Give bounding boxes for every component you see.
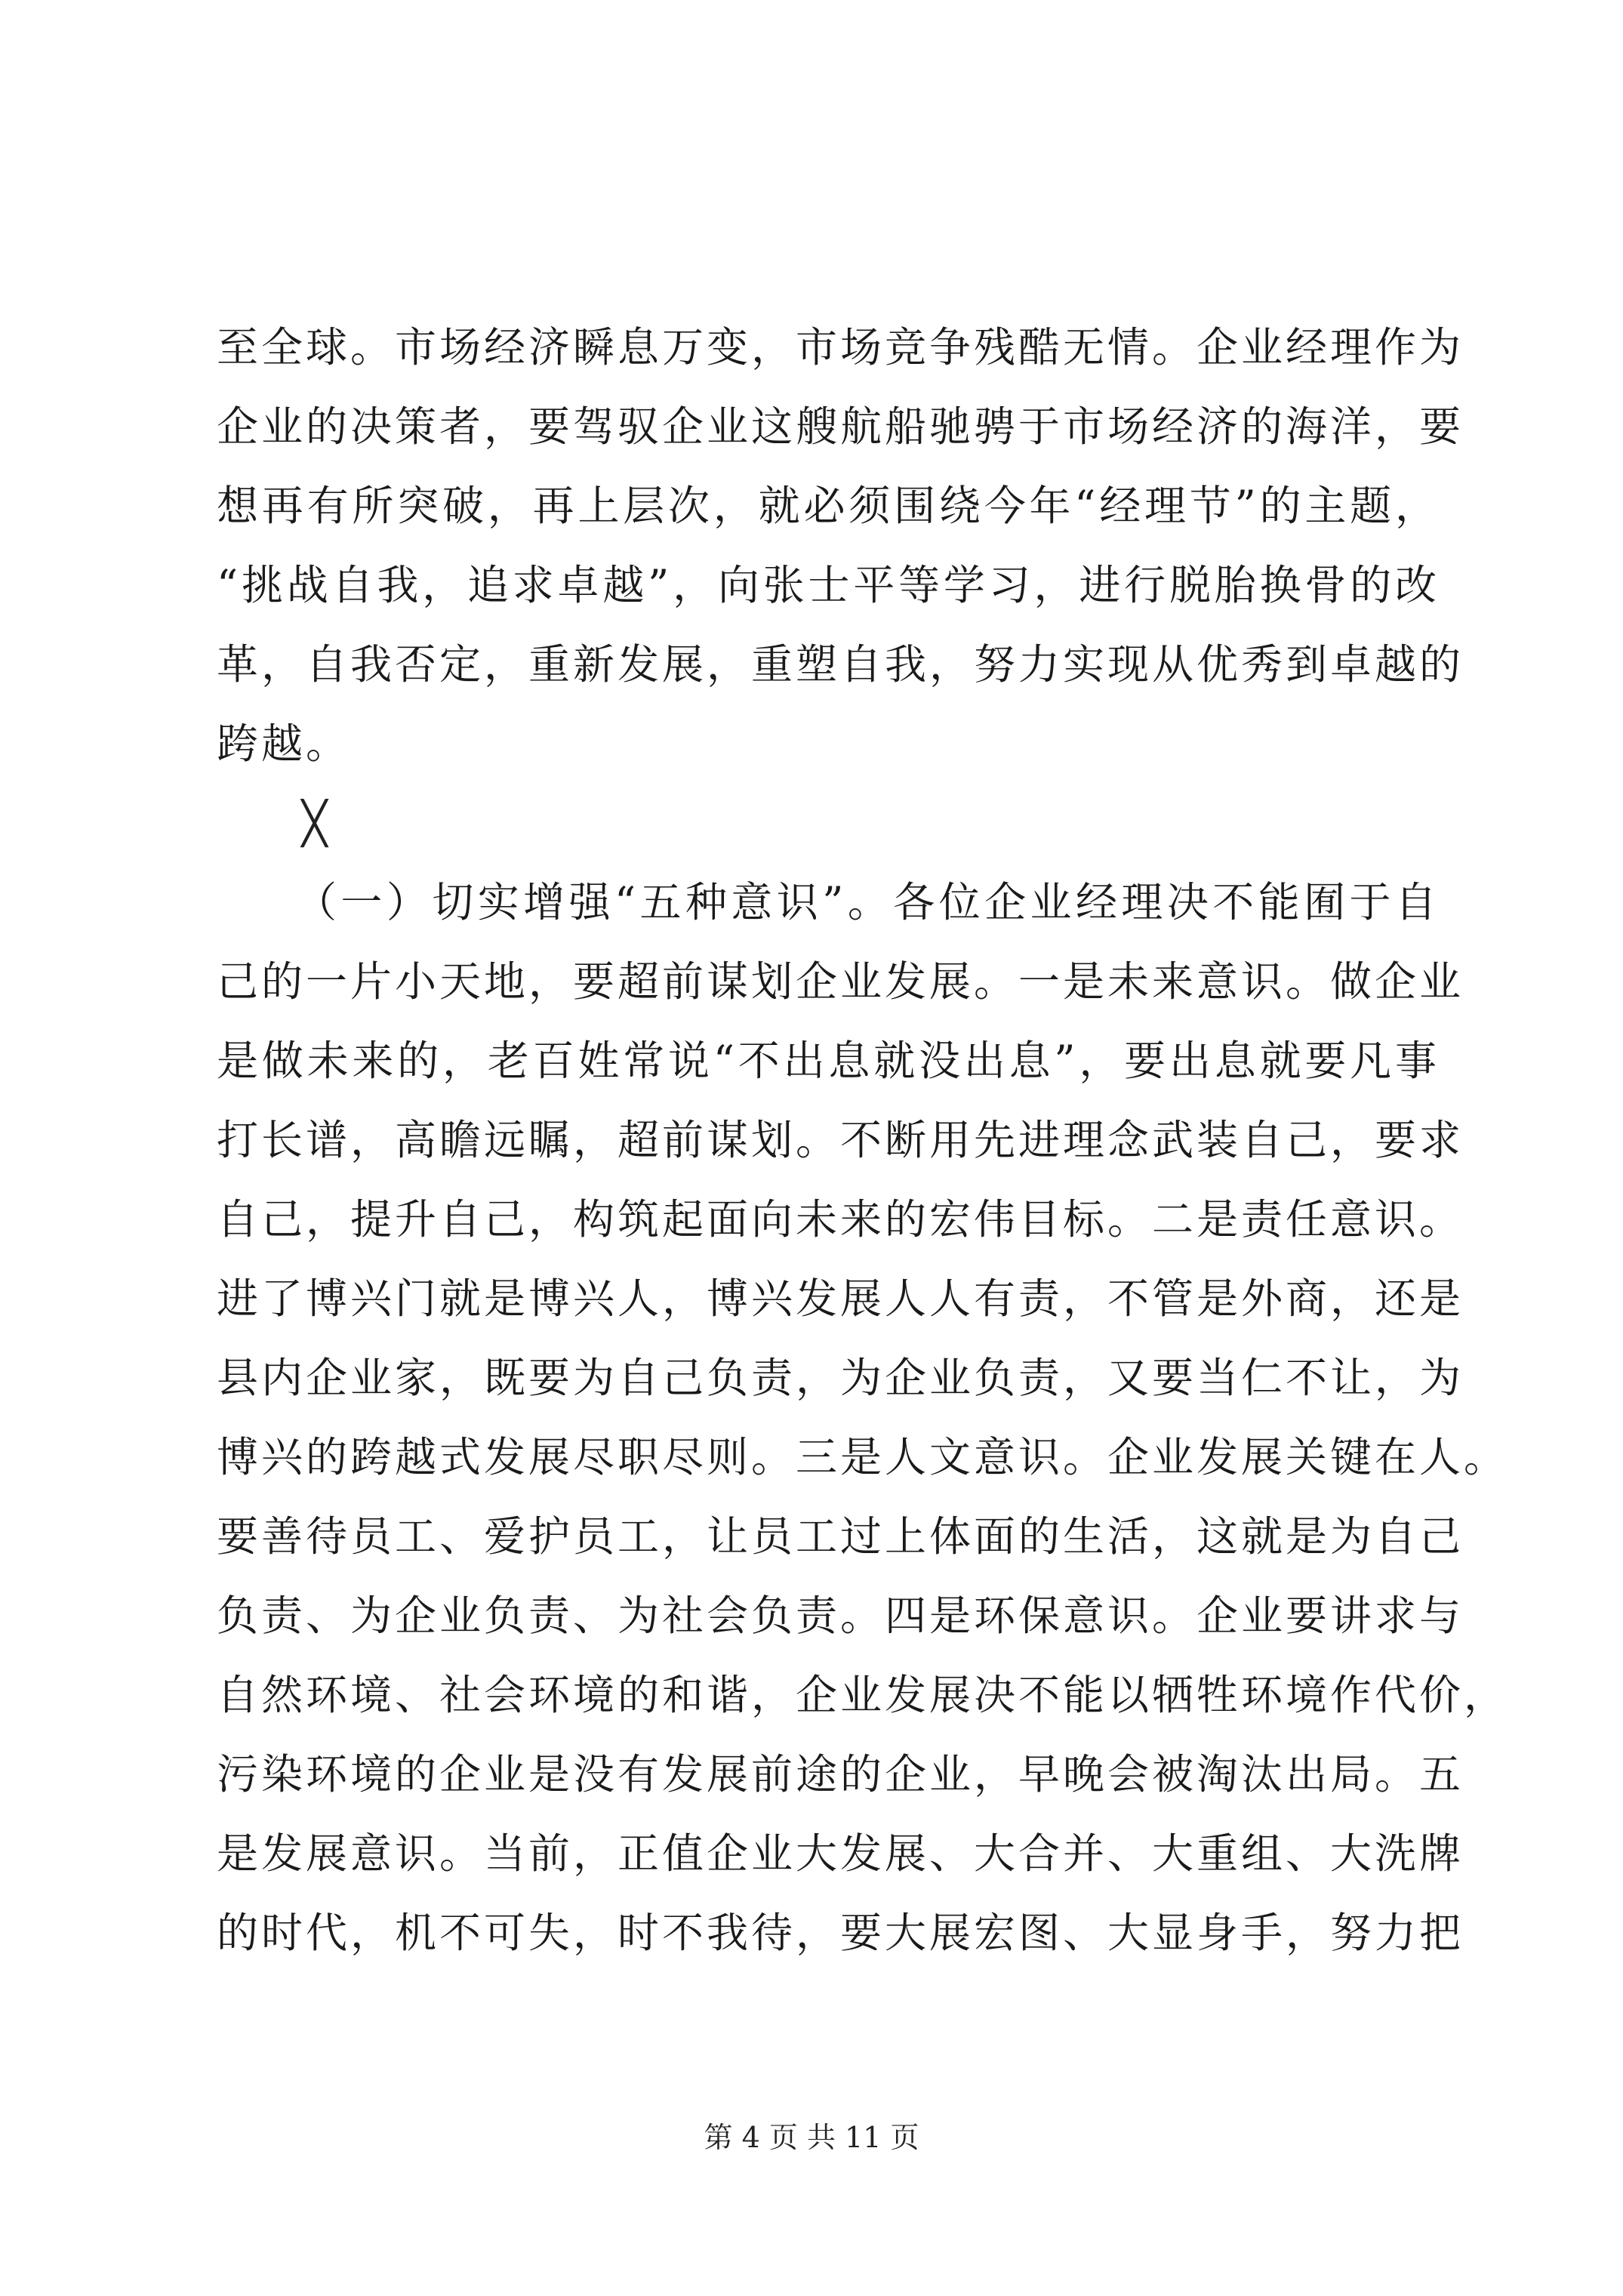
- text-line: 至全球。市场经济瞬息万变，市场竞争残酷无情。企业经理作为: [217, 323, 1464, 371]
- text-line: 污染环境的企业是没有发展前途的企业，早晚会被淘汰出局。五: [217, 1750, 1464, 1798]
- text-line: 的时代，机不可失，时不我待，要大展宏图、大显身手，努力把: [217, 1909, 1464, 1957]
- text-line: 自然环境、社会环境的和谐，企业发展决不能以牺牲环境作代价，: [217, 1671, 1509, 1719]
- cross-mark-icon: ╳: [302, 799, 328, 847]
- text-line: 博兴的跨越式发展尽职尽则。三是人文意识。企业发展关键在人。: [217, 1433, 1509, 1481]
- text-line: 是做未来的，老百姓常说“不出息就没出息”，要出息就要凡事: [217, 1037, 1440, 1085]
- text-line: 负责、为企业负责、为社会负责。四是环保意识。企业要讲求与: [217, 1592, 1464, 1640]
- page-footer: 第 4 页 共 11 页: [704, 2121, 919, 2154]
- text-line: 想再有所突破，再上层次，就必须围绕今年“经理节”的主题，: [217, 482, 1440, 530]
- text-line: 是发展意识。当前，正值企业大发展、大合并、大重组、大洗牌: [217, 1829, 1464, 1878]
- text-line: 革，自我否定，重新发展，重塑自我，努力实现从优秀到卓越的: [217, 640, 1464, 689]
- text-line: 自己，提升自己，构筑起面向未来的宏伟目标。二是责任意识。: [217, 1195, 1464, 1244]
- text-line: 企业的决策者，要驾驭企业这艘航船驰骋于市场经济的海洋，要: [217, 402, 1464, 451]
- text-line: 跨越。: [217, 720, 351, 768]
- text-line: 打长谱，高瞻远瞩，超前谋划。不断用先进理念武装自己，要求: [217, 1116, 1464, 1164]
- text-line: “挑战自我，追求卓越”，向张士平等学习，进行脱胎换骨的改: [217, 561, 1440, 609]
- text-line: 己的一片小天地，要超前谋划企业发展。一是未来意识。做企业: [217, 957, 1464, 1006]
- text-line: 进了博兴门就是博兴人，博兴发展人人有责，不管是外商，还是: [217, 1274, 1464, 1323]
- paragraph-first-line: （一）切实增强“五种意识”。各位企业经理决不能囿于自: [295, 878, 1440, 926]
- text-line: 县内企业家，既要为自己负责，为企业负责，又要当仁不让，为: [217, 1354, 1464, 1402]
- body-text: [217, 308, 1509, 1973]
- text-line: 要善待员工、爱护员工，让员工过上体面的生活，这就是为自己: [217, 1512, 1464, 1561]
